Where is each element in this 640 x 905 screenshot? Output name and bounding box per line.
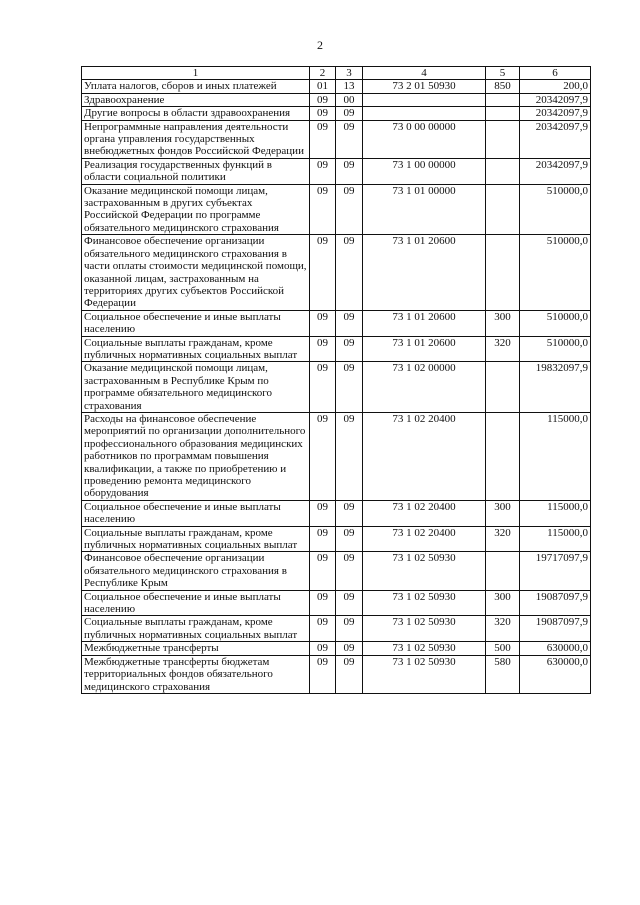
cell-subsection: 13 (336, 80, 363, 93)
cell-amount: 115000,0 (520, 526, 591, 552)
cell-target-article: 73 1 02 50930 (363, 642, 486, 655)
cell-section: 09 (310, 616, 336, 642)
cell-subsection: 09 (336, 642, 363, 655)
cell-section: 09 (310, 158, 336, 184)
cell-subsection: 09 (336, 184, 363, 235)
table-row (82, 235, 591, 310)
table-row (82, 500, 591, 526)
table-row (82, 80, 591, 93)
table-row (82, 184, 591, 235)
cell-amount: 19087097,9 (520, 590, 591, 616)
cell-target-article: 73 0 00 00000 (363, 120, 486, 158)
cell-expense-type: 580 (486, 655, 520, 693)
column-header-section: 2 (310, 67, 336, 80)
table-row (82, 120, 591, 158)
cell-target-article: 73 1 02 20400 (363, 526, 486, 552)
cell-target-article (363, 107, 486, 120)
cell-subsection: 09 (336, 362, 363, 413)
cell-subsection: 09 (336, 616, 363, 642)
cell-target-article: 73 1 02 20400 (363, 500, 486, 526)
cell-amount: 115000,0 (520, 500, 591, 526)
column-header-subsection: 3 (336, 67, 363, 80)
table-row (82, 310, 591, 336)
cell-target-article: 73 1 02 50930 (363, 616, 486, 642)
cell-amount: 630000,0 (520, 655, 591, 693)
table-row (82, 412, 591, 500)
cell-section: 09 (310, 526, 336, 552)
cell-expense-type (486, 184, 520, 235)
cell-name: Социальное обеспечение и иные выплаты населению (82, 590, 310, 616)
cell-name: Социальное обеспечение и иные выплаты населению (82, 500, 310, 526)
cell-subsection: 09 (336, 120, 363, 158)
cell-amount: 630000,0 (520, 642, 591, 655)
table-row (82, 526, 591, 552)
cell-amount: 19832097,9 (520, 362, 591, 413)
cell-target-article: 73 1 01 20600 (363, 235, 486, 310)
cell-name: Другие вопросы в области здравоохранения (82, 107, 310, 120)
table-row (82, 93, 591, 106)
cell-section: 09 (310, 310, 336, 336)
cell-expense-type (486, 93, 520, 106)
cell-subsection: 09 (336, 552, 363, 590)
table-row (82, 362, 591, 413)
cell-subsection: 00 (336, 93, 363, 106)
budget-table (81, 66, 591, 694)
cell-expense-type (486, 235, 520, 310)
cell-name: Финансовое обеспечение организации обязательного медицинского страхования в части оплаты стоимости медицинской помощи, оказанной лицам, застрахованным на территориях других субъектов Российской Федерации (82, 235, 310, 310)
cell-section: 09 (310, 500, 336, 526)
cell-name: Социальные выплаты гражданам, кроме публичных нормативных социальных выплат (82, 616, 310, 642)
cell-name: Социальные выплаты гражданам, кроме публичных нормативных социальных выплат (82, 336, 310, 362)
column-header-name: 1 (82, 67, 310, 80)
cell-section: 09 (310, 552, 336, 590)
cell-target-article: 73 1 02 50930 (363, 655, 486, 693)
cell-subsection: 09 (336, 310, 363, 336)
table-row (82, 158, 591, 184)
cell-section: 09 (310, 590, 336, 616)
table-row (82, 655, 591, 693)
cell-subsection: 09 (336, 336, 363, 362)
table-row (82, 642, 591, 655)
cell-expense-type (486, 552, 520, 590)
column-header-target-article: 4 (363, 67, 486, 80)
cell-amount: 19717097,9 (520, 552, 591, 590)
cell-amount: 20342097,9 (520, 93, 591, 106)
cell-section: 09 (310, 107, 336, 120)
cell-amount: 20342097,9 (520, 120, 591, 158)
cell-expense-type: 320 (486, 526, 520, 552)
cell-expense-type: 320 (486, 336, 520, 362)
cell-expense-type: 300 (486, 590, 520, 616)
cell-expense-type (486, 412, 520, 500)
column-header-expense-type: 5 (486, 67, 520, 80)
cell-amount: 20342097,9 (520, 158, 591, 184)
cell-expense-type (486, 158, 520, 184)
cell-target-article: 73 1 01 20600 (363, 336, 486, 362)
cell-name: Оказание медицинской помощи лицам, застрахованным в других субъектах Российской Федерации по программе обязательного медицинского страхования (82, 184, 310, 235)
cell-section: 01 (310, 80, 336, 93)
cell-subsection: 09 (336, 158, 363, 184)
cell-name: Социальные выплаты гражданам, кроме публичных нормативных социальных выплат (82, 526, 310, 552)
cell-section: 09 (310, 412, 336, 500)
cell-target-article: 73 1 00 00000 (363, 158, 486, 184)
cell-name: Здравоохранение (82, 93, 310, 106)
cell-section: 09 (310, 336, 336, 362)
cell-subsection: 09 (336, 500, 363, 526)
cell-subsection: 09 (336, 412, 363, 500)
cell-name: Финансовое обеспечение организации обязательного медицинского страхования в Республике Крым (82, 552, 310, 590)
cell-expense-type: 850 (486, 80, 520, 93)
table-body (82, 80, 591, 694)
cell-expense-type: 300 (486, 310, 520, 336)
cell-subsection: 09 (336, 526, 363, 552)
cell-target-article: 73 1 01 00000 (363, 184, 486, 235)
cell-expense-type: 500 (486, 642, 520, 655)
cell-section: 09 (310, 120, 336, 158)
cell-amount: 510000,0 (520, 184, 591, 235)
cell-section: 09 (310, 362, 336, 413)
cell-target-article: 73 1 02 50930 (363, 552, 486, 590)
cell-name: Непрограммные направления деятельности органа управления государственных внебюджетных фондов Российской Федерации (82, 120, 310, 158)
cell-target-article: 73 2 01 50930 (363, 80, 486, 93)
cell-subsection: 09 (336, 655, 363, 693)
table-row (82, 616, 591, 642)
cell-amount: 115000,0 (520, 412, 591, 500)
cell-subsection: 09 (336, 590, 363, 616)
cell-name: Уплата налогов, сборов и иных платежей (82, 80, 310, 93)
page-number: 2 (317, 38, 323, 52)
cell-name: Межбюджетные трансферты бюджетам территориальных фондов обязательного медицинского страхования (82, 655, 310, 693)
table-row (82, 590, 591, 616)
cell-section: 09 (310, 93, 336, 106)
cell-name: Реализация государственных функций в области социальной политики (82, 158, 310, 184)
cell-amount: 510000,0 (520, 310, 591, 336)
table-row (82, 336, 591, 362)
cell-expense-type (486, 120, 520, 158)
cell-section: 09 (310, 235, 336, 310)
cell-expense-type (486, 362, 520, 413)
cell-amount: 510000,0 (520, 235, 591, 310)
cell-amount: 200,0 (520, 80, 591, 93)
cell-subsection: 09 (336, 235, 363, 310)
cell-section: 09 (310, 184, 336, 235)
cell-section: 09 (310, 642, 336, 655)
cell-target-article: 73 1 02 50930 (363, 590, 486, 616)
column-header-amount: 6 (520, 67, 591, 80)
cell-amount: 19087097,9 (520, 616, 591, 642)
cell-name: Межбюджетные трансферты (82, 642, 310, 655)
cell-target-article: 73 1 02 00000 (363, 362, 486, 413)
table-row (82, 552, 591, 590)
cell-amount: 20342097,9 (520, 107, 591, 120)
table-row (82, 107, 591, 120)
cell-target-article (363, 93, 486, 106)
cell-expense-type: 320 (486, 616, 520, 642)
cell-name: Оказание медицинской помощи лицам, застрахованным в Республике Крым по программе обязательного медицинского страхования (82, 362, 310, 413)
cell-name: Расходы на финансовое обеспечение мероприятий по организации дополнительного профессионального образования медицинских работников по программам повышения квалификации, а также по приобретению и проведению ремонта медицинского оборудования (82, 412, 310, 500)
cell-expense-type: 300 (486, 500, 520, 526)
cell-subsection: 09 (336, 107, 363, 120)
cell-target-article: 73 1 01 20600 (363, 310, 486, 336)
cell-target-article: 73 1 02 20400 (363, 412, 486, 500)
cell-section: 09 (310, 655, 336, 693)
cell-name: Социальное обеспечение и иные выплаты населению (82, 310, 310, 336)
table-header-row (82, 67, 591, 80)
cell-expense-type (486, 107, 520, 120)
cell-amount: 510000,0 (520, 336, 591, 362)
